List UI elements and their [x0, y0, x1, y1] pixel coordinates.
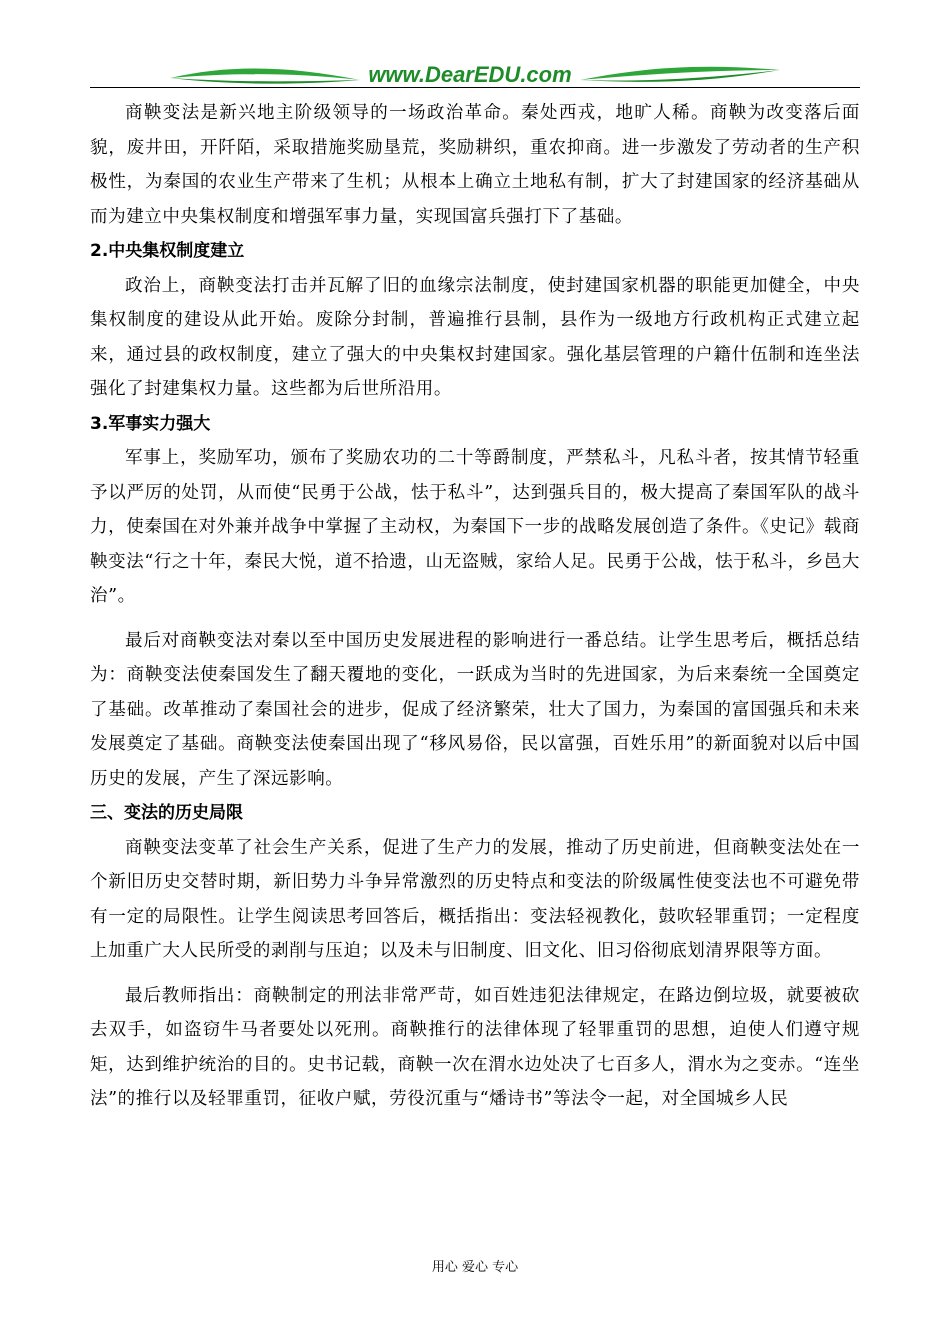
- paragraph-limitations: 商鞅变法变革了社会生产关系，促进了生产力的发展，推动了历史前进，但商鞅变法处在一个新旧历史交替时期，新旧势力斗争异常激烈的历史特点和变法的阶级属性使变法也不可避免带有一定的局限性。让学生阅读思考回答后，概括指出：变法轻视教化，鼓吹轻罪重罚；一定程度上加重广大人民所受的剥削与压迫；以及未与旧制度、旧文化、旧习俗彻底划清界限等方面。: [90, 837, 860, 961]
- heading-limitations: 三、变法的历史局限: [90, 803, 243, 823]
- heading-central-power: 2.中央集权制度建立: [90, 241, 245, 261]
- page-footer: 用心 爱心 专心: [431, 1260, 519, 1275]
- paragraph-economic: 商鞅变法是新兴地主阶级领导的一场政治革命。秦处西戎，地旷人稀。商鞅为改变落后面貌，废井田，开阡陌，采取措施奖励垦荒，奖励耕织，重农抑商。进一步激发了劳动者的生产积极性，为秦国的农业生产带来了生机；从根本上确立土地私有制，扩大了封建国家的经济基础从而为建立中央集权制度和增强军事力量，实现国富兵强打下了基础。: [90, 103, 860, 227]
- paragraph-teacher-notes: 最后教师指出：商鞅制定的刑法非常严苛，如百姓违犯法律规定，在路边倒垃圾，就要被砍去双手，如盗窃牛马者要处以死刑。商鞅推行的法律体现了轻罪重罚的思想，迫使人们遵守规矩，达到维护统治的目的。史书记载，商鞅一次在渭水边处决了七百多人，渭水为之变赤。“连坐法”的推行以及轻罪重罚，征收户赋，劳役沉重与“燔诗书”等法令一起，对全国城乡人民: [90, 985, 860, 1109]
- document-body: [90, 96, 860, 1117]
- header-divider: [90, 87, 860, 88]
- logo-text: www.DearEDU.com: [368, 62, 572, 87]
- left-swoosh-tail: [170, 78, 360, 84]
- paragraph-military: 军事上，奖励军功，颁布了奖励农功的二十等爵制度，严禁私斗，凡私斗者，按其情节轻重予以严厉的处罚，从而使“民勇于公战，怯于私斗”，达到强兵目的，极大提高了秦国军队的战斗力，使秦国在对外兼并战争中掌握了主动权，为秦国下一步的战略发展创造了条件。《史记》载商鞅变法“行之十年，秦民大悦，道不拾遗，山无盗贼，家给人足。民勇于公战，怯于私斗，乡邑大治”。: [90, 448, 860, 606]
- paragraph-political: 政治上，商鞅变法打击并瓦解了旧的血缘宗法制度，使封建国家机器的职能更加健全，中央集权制度的建设从此开始。废除分封制，普遍推行县制，县作为一级地方行政机构正式建立起来，通过县的政权制度，建立了强大的中央集权封建国家。强化基层管理的户籍什伍制和连坐法强化了封建集权力量。这些都为后世所沿用。: [90, 275, 860, 399]
- left-swoosh: [170, 68, 360, 80]
- heading-military: 3.军事实力强大: [90, 413, 211, 434]
- paragraph-summary: 最后对商鞅变法对秦以至中国历史发展进程的影响进行一番总结。让学生思考后，概括总结为：商鞅变法使秦国发生了翻天覆地的变化，一跃成为当时的先进国家，为后来秦统一全国奠定了基础。改革推动了秦国社会的进步，促成了经济繁荣，壮大了国力，为秦国的富国强兵和未来发展奠定了基础。商鞅变法使秦国出现了“移风易俗，民以富强，百姓乐用”的新面貌对以后中国历史的发展，产生了深远影响。: [90, 630, 860, 789]
